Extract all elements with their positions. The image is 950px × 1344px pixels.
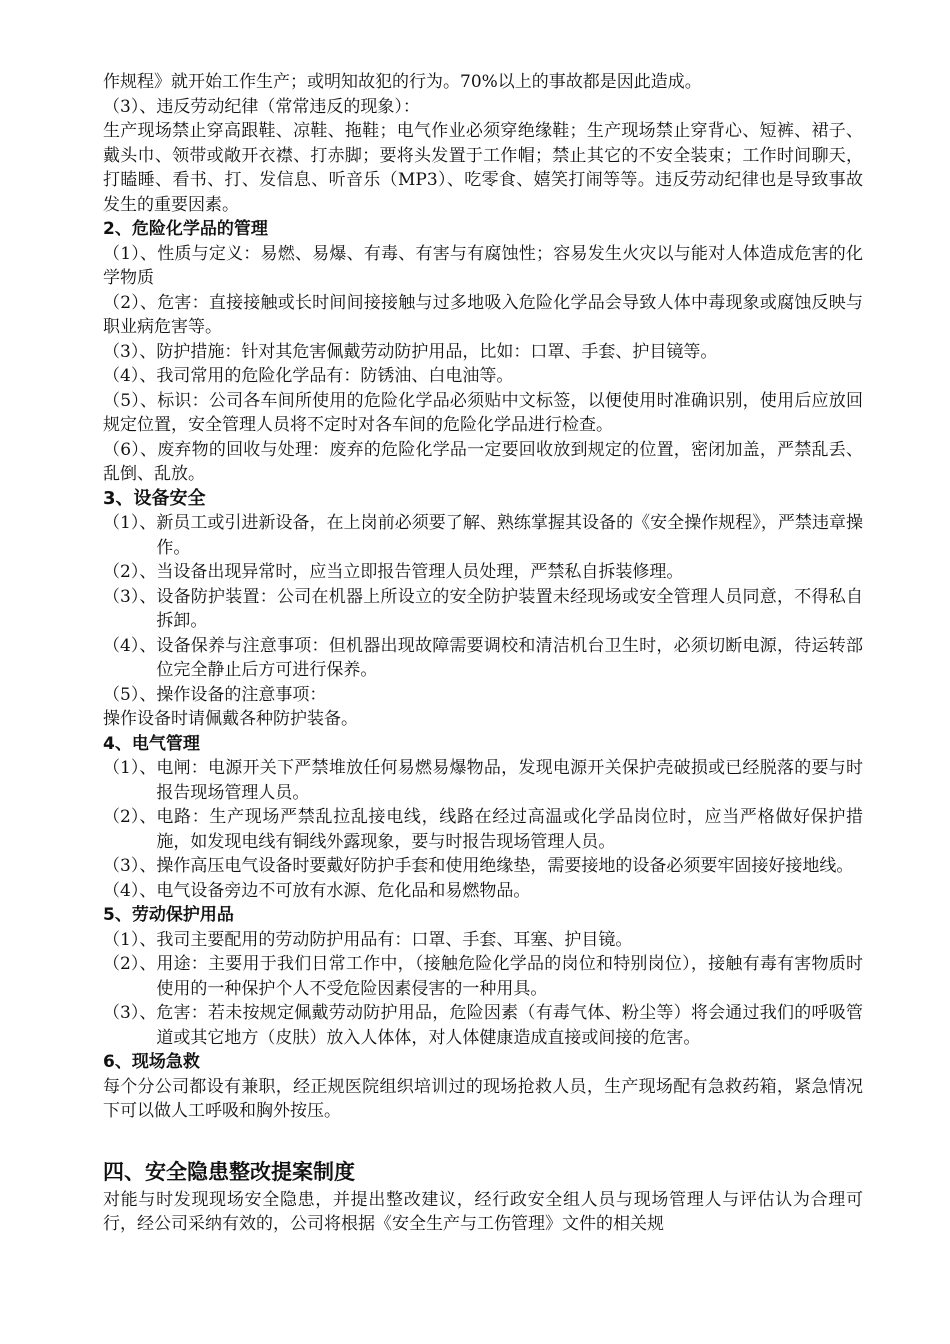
document-page bbox=[103, 70, 863, 1237]
section-heading-first-aid: 6、现场急救 bbox=[103, 1052, 200, 1072]
paragraph: 对能与时发现现场安全隐患，并提出整改建议，经行政安全组人员与现场管理人与评估认为合理可行，经公司采纳有效的，公司将根据《安全生产与工伤管理》文件的相关规 bbox=[103, 1189, 863, 1234]
section-heading-protective-equipment: 5、劳动保护用品 bbox=[103, 905, 234, 925]
list-item bbox=[103, 928, 863, 953]
list-item bbox=[103, 879, 863, 904]
list-item-text: 设备防护装置：公司在机器上所设立的安全防护装置未经现场或安全管理人员同意，不得私自拆卸。 bbox=[156, 586, 863, 631]
subsection-title: （3）、违反劳动纪律（常常违反的现象）： bbox=[103, 96, 420, 117]
list-item-number: （1）、 bbox=[103, 929, 157, 950]
list-item-number: （4）、 bbox=[103, 635, 157, 656]
list-item-number: （5）、 bbox=[103, 684, 157, 705]
list-item-text: 电气设备旁边不可放有水源、危化品和易燃物品。 bbox=[156, 880, 531, 901]
list-item-number: （2）、 bbox=[103, 562, 157, 582]
list-item: （1）、性质与定义：易燃、易爆、有毒、有害与有腐蚀性；容易发生火灾以与能对人体造成危害的化学物质 bbox=[103, 243, 863, 288]
list-item-text: 当设备出现异常时，应当立即报告管理人员处理，严禁私自拆装修理。 bbox=[156, 562, 684, 582]
paragraph: 每个分公司都设有兼职，经正规医院组织培训过的现场抢救人员，生产现场配有急救药箱，紧急情况下可以做人工呼吸和胸外按压。 bbox=[103, 1076, 863, 1121]
list-item bbox=[103, 805, 863, 854]
list-item bbox=[103, 854, 863, 879]
list-item-text: 我司主要配用的劳动防护用品有：口罩、手套、耳塞、护目镜。 bbox=[156, 929, 633, 950]
list-item: （5）、标识：公司各车间所使用的危险化学品必须贴中文标签，以便使用时准确识别，使用后应放回规定位置，安全管理人员将不定时对各车间的危险化学品进行检查。 bbox=[103, 390, 863, 435]
list-item bbox=[103, 756, 863, 805]
list-item: （4）、我司常用的危险化学品有：防锈油、白电油等。 bbox=[103, 366, 514, 386]
list-item-number: （3）、 bbox=[103, 1003, 157, 1023]
paragraph: 操作设备时请佩戴各种防护装备。 bbox=[103, 709, 358, 729]
section-heading-equipment-safety: 3、设备安全 bbox=[103, 487, 206, 509]
list-item-text: 电路：生产现场严禁乱拉乱接电线，线路在经过高温或化学品岗位时，应当严格做好保护措施，如发现电线有铜线外露现象，要与时报告现场管理人员。 bbox=[156, 807, 863, 852]
list-item-number: （3）、 bbox=[103, 586, 157, 607]
list-item: （3）、防护措施：针对其危害佩戴劳动防护用品，比如：口罩、手套、护目镜等。 bbox=[103, 341, 718, 362]
list-item-text: 新员工或引进新设备，在上岗前必须要了解、熟练掌握其设备的《安全操作规程》，严禁违章操作。 bbox=[156, 513, 863, 558]
list-item bbox=[103, 683, 863, 708]
chapter-heading: 四、安全隐患整改提案制度 bbox=[103, 1159, 355, 1184]
list-item-number: （3）、 bbox=[103, 856, 157, 876]
list-item-number: （2）、 bbox=[103, 807, 157, 827]
list-item: （6）、废弃物的回收与处理：废弃的危险化学品一定要回收放到规定的位置，密闭加盖，严禁乱丢、乱倒、乱放。 bbox=[103, 439, 863, 484]
list-item bbox=[103, 511, 863, 560]
list-item bbox=[103, 634, 863, 683]
list-item-text: 操作设备的注意事项： bbox=[156, 684, 327, 705]
list-item-number: （2）、 bbox=[103, 954, 157, 974]
list-item-text: 设备保养与注意事项：但机器出现故障需要调校和清洁机台卫生时，必须切断电源，待运转部位完全静止后方可进行保养。 bbox=[156, 635, 863, 680]
list-item bbox=[103, 952, 863, 1001]
list-item-text: 操作高压电气设备时要戴好防护手套和使用绝缘垫，需要接地的设备必须要牢固接好接地线。 bbox=[156, 856, 854, 876]
list-item bbox=[103, 560, 863, 585]
list-item-text: 危害：若未按规定佩戴劳动防护用品，危险因素（有毒气体、粉尘等）将会通过我们的呼吸管道或其它地方（皮肤）放入人体体，对人体健康造成直接或间接的危害。 bbox=[156, 1003, 863, 1048]
list-item-number: （1）、 bbox=[103, 513, 157, 533]
list-item-number: （4）、 bbox=[103, 880, 157, 901]
list-item-number: （1）、 bbox=[103, 758, 157, 778]
section-heading-electrical: 4、电气管理 bbox=[103, 733, 200, 754]
paragraph: 生产现场禁止穿高跟鞋、凉鞋、拖鞋；电气作业必须穿绝缘鞋；生产现场禁止穿背心、短裤、裙子、戴头巾、领带或敞开衣襟、打赤脚；要将头发置于工作帽；禁止其它的不安全装束；工作时间聊天，打瞌睡、看书、打、发信息、听音乐（MP3）、吃零食、嬉笑打闹等等。违反劳动纪律也是导致事故发生的重要因素。 bbox=[103, 121, 863, 215]
list-item bbox=[103, 585, 863, 634]
intro-line: 作规程》就开始工作生产；或明知故犯的行为。70%以上的事故都是因此造成。 bbox=[103, 72, 702, 92]
list-item: （2）、危害：直接接触或长时间间接接触与过多地吸入危险化学品会导致人体中毒现象或腐蚀反映与职业病危害等。 bbox=[103, 292, 863, 337]
list-item-text: 电闸：电源开关下严禁堆放任何易燃易爆物品，发现电源开关保护壳破损或已经脱落的要与时报告现场管理人员。 bbox=[156, 758, 863, 803]
section-heading-hazardous-chemicals: 2、危险化学品的管理 bbox=[103, 219, 268, 239]
list-item bbox=[103, 1001, 863, 1050]
list-item-text: 用途：主要用于我们日常工作中，（接触危险化学品的岗位和特别岗位），接触有毒有害物质时使用的一种保护个人不受危险因素侵害的一种用具。 bbox=[156, 954, 863, 999]
